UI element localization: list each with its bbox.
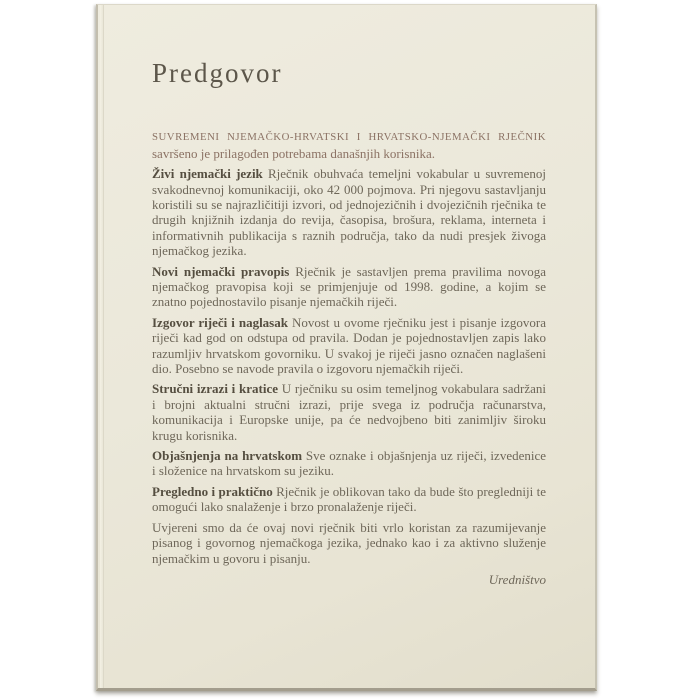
paragraph-text: Uvjereni smo da će ovaj novi rječnik biti vrlo koristan za razumijevanje pisanog i govornog njemačkoga jezika, jednako kao i za aktivno služenje njemačkim u govoru i pisanju. bbox=[152, 519, 546, 566]
preface-paragraph bbox=[152, 484, 546, 515]
paragraph-lead: Živi njemački jezik bbox=[152, 166, 263, 182]
preface-paragraph bbox=[152, 166, 546, 258]
signature: Uredništvo bbox=[488, 571, 546, 587]
paragraph-lead: Stručni izrazi i kratice bbox=[152, 381, 278, 397]
paragraph-lead: Objašnjenja na hrvatskom bbox=[152, 448, 303, 464]
intro-paragraph bbox=[152, 128, 546, 161]
page-title: Predgovor bbox=[152, 58, 283, 88]
dictionary-name-smallcaps: SUVREMENI NJEMAČKO-HRVATSKI I HRVATSKO-NJEMAČKI RJEČNIK bbox=[152, 131, 546, 144]
paragraph-text: Rječnik je oblikovan tako da bude što pregledniji te omogući lako snalaženje i brzo pronalaženje riječi. bbox=[152, 483, 547, 515]
page-binding-edge bbox=[100, 5, 104, 688]
preface-paragraph bbox=[152, 520, 546, 566]
book-page bbox=[96, 4, 597, 691]
paragraph-lead: Novi njemački pravopis bbox=[152, 263, 290, 279]
paragraph-lead: Izgovor riječi i naglasak bbox=[152, 314, 288, 330]
preface-paragraph bbox=[152, 264, 546, 310]
paragraph-text: Novost u ovome rječniku jest i pisanje izgovora riječi kad god on odstupa od pravila. Dodan je pojednostavljen zapis lako razumljiv hrvatskom govorniku. U svakoj je riječi jasno označen naglašeni dio. Posebno se navode pravila o izgovoru njemačkih riječi. bbox=[152, 314, 546, 377]
paragraph-text: Rječnik obuhvaća temeljni vokabular u suvremenoj svakodnevnoj komunikaciji, oko 42 000 pojmova. Pri njegovu sastavljanju koristili su se najrazličitiji izvori, od jednojezičnih i dvojezičnih rječnika te drugih knjižnih izdanja do revija, časopisa, brošura, reklama, interneta i informativnih publikacija s raznih područja, tako da nudi presjek živoga njemačkog jezika. bbox=[152, 166, 546, 259]
preface-paragraph bbox=[152, 448, 546, 479]
paragraph-text: Sve oznake i objašnjenja uz riječi, izvedenice i složenice na hrvatskom su jeziku. bbox=[152, 448, 547, 479]
paragraph-lead: Pregledno i praktično bbox=[152, 483, 273, 499]
preface-paragraph bbox=[152, 315, 546, 377]
preface-paragraph bbox=[152, 381, 546, 443]
intro-text: savršeno je prilagođen potrebama današnjih korisnika. bbox=[152, 145, 436, 161]
paragraph-text: Rječnik je sastavljen prema pravilima novoga njemačkog pravopisa koji se primjenjuje od 1998. godine, a kojim se znatno pojednostavilo pisanje njemačkih riječi. bbox=[152, 263, 547, 310]
paragraph-text: U rječniku su osim temeljnog vokabulara sadržani i brojni aktualni stručni izrazi, prije svega iz područja računarstva, komunikacija i Europske unije, pa će nedvojbeno biti zanimljiv široku krugu korisnika. bbox=[152, 381, 546, 443]
